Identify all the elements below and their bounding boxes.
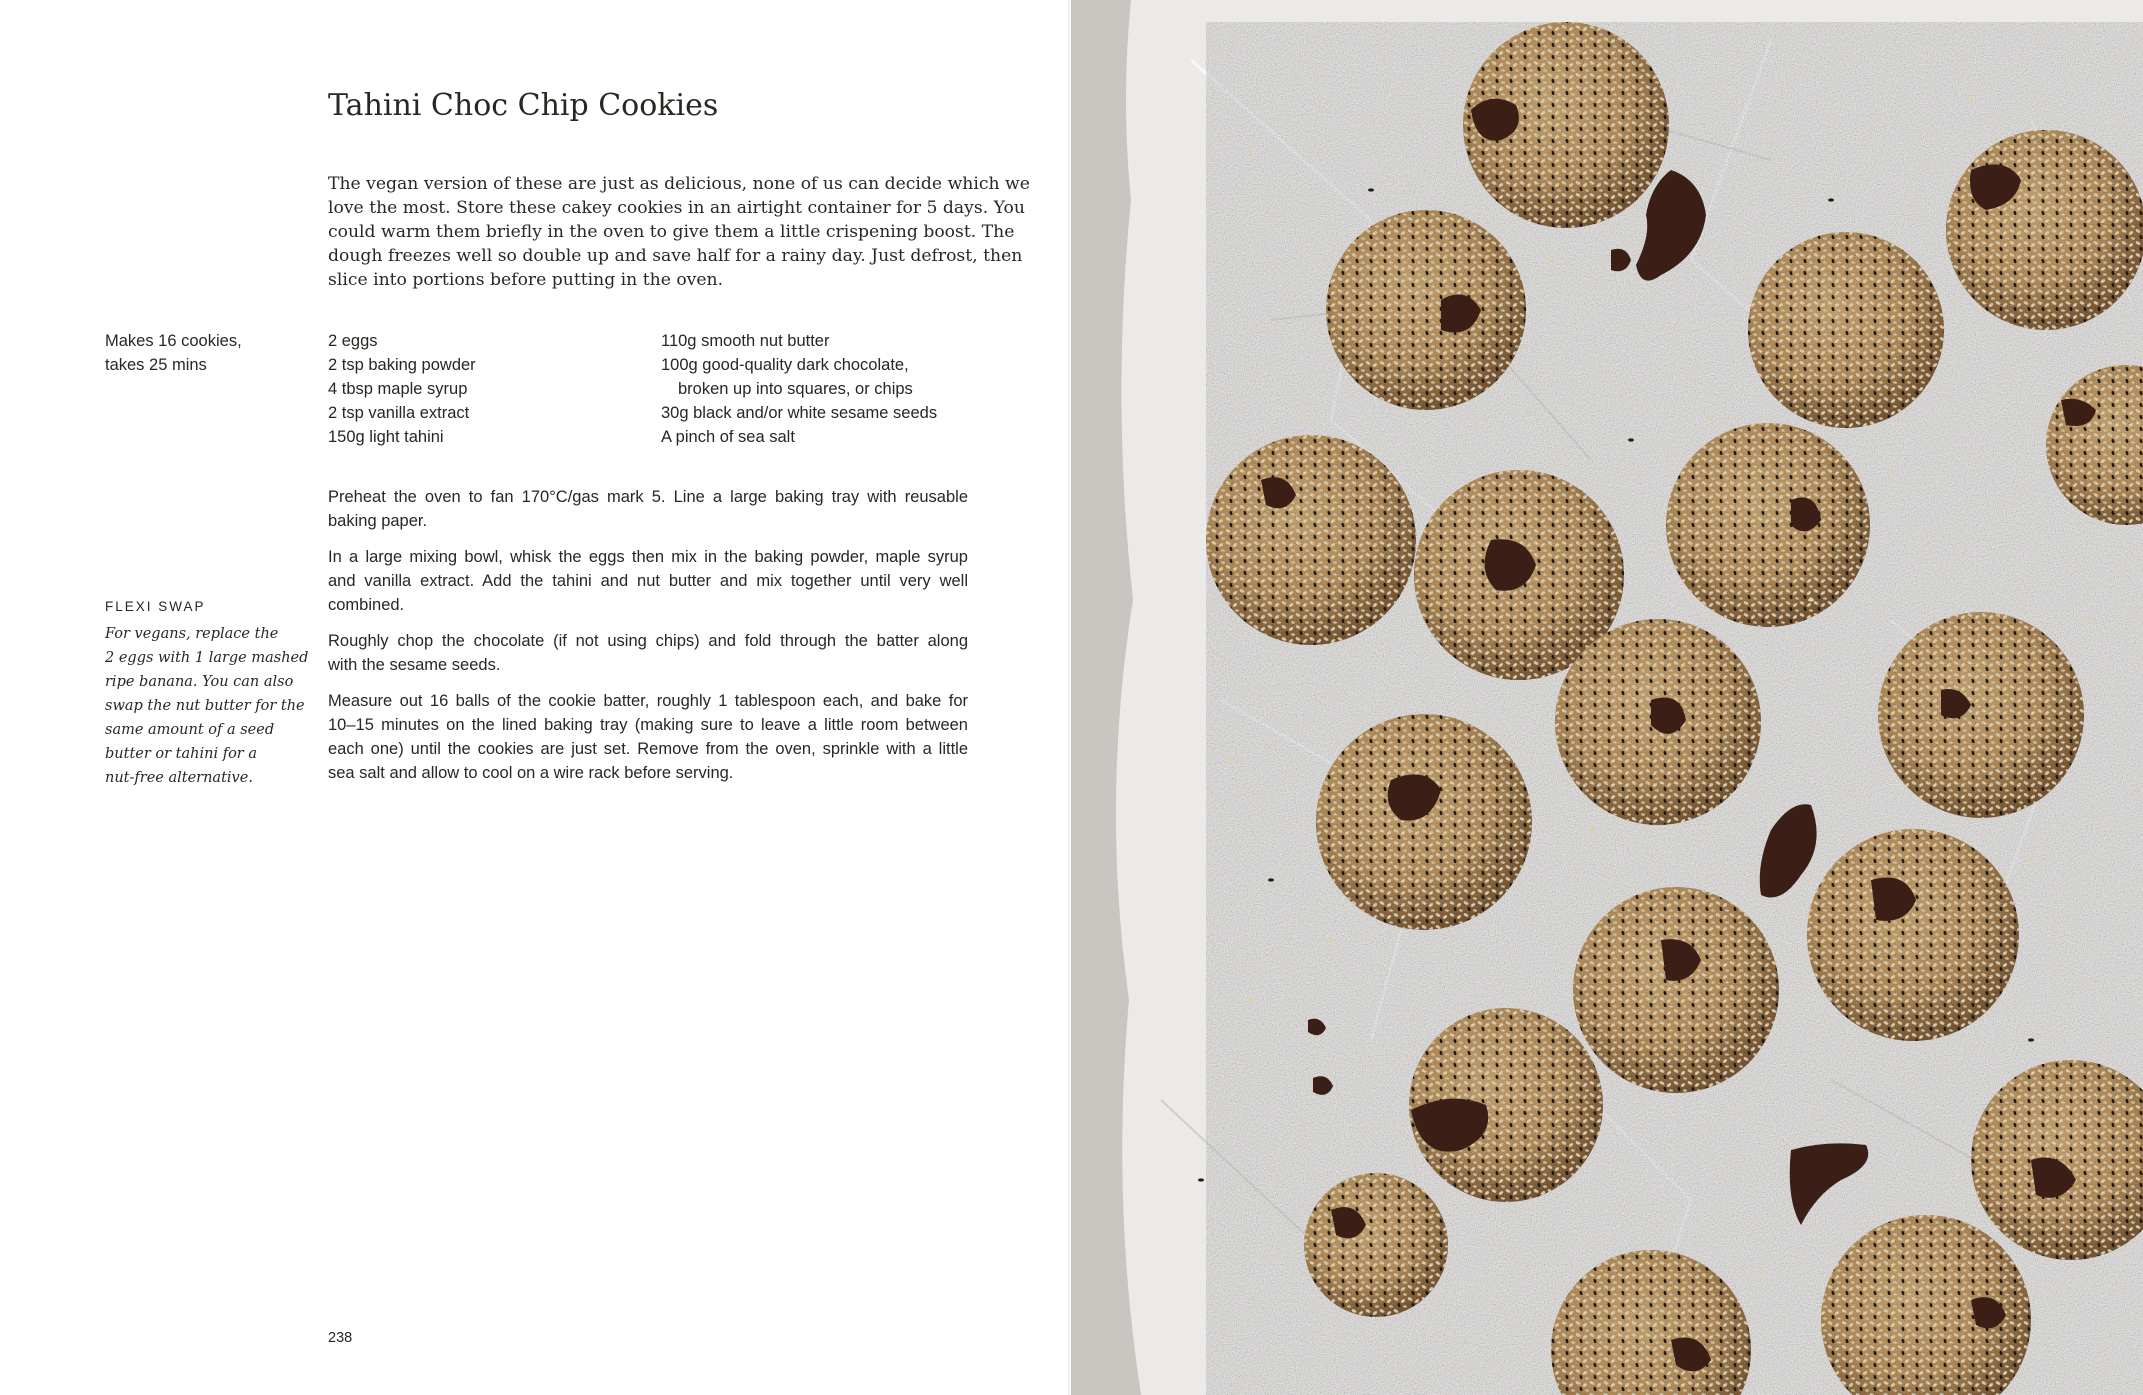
intro-line: love the most. Store these cakey cookies in an airtight container for 5 days. You [328,198,1025,218]
flexi-swap-line: butter or tahini for a [105,746,257,762]
cookie [1206,435,1416,645]
cookie [1304,1173,1448,1317]
ingredient-item: 110g smooth nut butter [661,332,830,350]
ingredient-item: 2 tsp vanilla extract [328,404,470,422]
intro-line: could warm them briefly in the oven to give them a little crispening boost. The [328,222,1015,242]
method-steps [328,485,968,797]
method-line: combined. [328,596,405,614]
ingredient-item: 100g good-quality dark chocolate, [661,356,909,374]
flexi-swap-line: ripe banana. You can also [105,674,294,690]
method-line: Roughly chop the chocolate (if not using chips) and fold through the batter along [328,632,968,650]
method-step [328,689,968,785]
cookie [1946,130,2143,330]
flexi-swap-note [105,597,309,790]
cookies-photo-illustration [1071,0,2143,1395]
flexi-swap-line: For vegans, replace the [105,626,279,642]
flexi-swap-line: 2 eggs with 1 large mashed [105,650,309,666]
intro-line: slice into portions before putting in the oven. [328,270,724,290]
ingredient-item: 2 tsp baking powder [328,356,476,374]
cookie [1573,887,1779,1093]
flexi-swap-line: swap the nut butter for the [105,698,305,714]
recipe-page [0,0,1070,1395]
recipe-intro [328,172,1030,292]
method-line: each one) until the cookies are just set. Remove from the oven, sprinkle with a little [328,740,968,758]
cookies-photo [1071,0,2143,1395]
flexi-swap-line: same amount of a seed [105,722,275,738]
ingredient-item: 30g black and/or white sesame seeds [661,404,938,422]
method-line: with the sesame seeds. [328,656,501,674]
page-number: 238 [328,1330,353,1346]
flexi-swap-label: FLEXI SWAP [105,599,206,614]
method-line: Measure out 16 balls of the cookie batter, roughly 1 tablespoon each, and bake for [328,692,968,710]
cookie [1666,423,1870,627]
cookie [1326,210,1526,410]
ingredient-item: A pinch of sea salt [661,428,795,446]
intro-line: The vegan version of these are just as delicious, none of us can decide which we [328,174,1030,194]
method-line: sea salt and allow to cool on a wire rack before serving. [328,764,734,782]
flexi-swap-text [105,622,309,790]
yield-line: takes 25 mins [105,356,207,374]
method-step [328,629,968,677]
yield-line: Makes 16 cookies, [105,332,242,350]
cookie [1748,232,1944,428]
method-line: In a large mixing bowl, whisk the eggs then mix in the baking powder, maple syrup [328,548,968,566]
ingredient-item: 150g light tahini [328,428,444,446]
ingredient-item: 2 eggs [328,332,378,350]
ingredients-list-right [661,329,981,449]
cookie [1878,612,2084,818]
recipe-title: Tahini Choc Chip Cookies [328,88,719,123]
method-line: Preheat the oven to fan 170°C/gas mark 5. Line a large baking tray with reusable [328,488,968,506]
ingredient-item-continuation: broken up into squares, or chips [678,380,913,398]
intro-line: dough freezes well so double up and save half for a rainy day. Just defrost, then [328,246,1023,266]
ingredients-list-left [328,329,638,449]
flexi-swap-line: nut-free alternative. [105,770,253,786]
cookie [1807,829,2019,1041]
method-line: and vanilla extract. Add the tahini and nut butter and mix together until very well [328,572,968,590]
method-step [328,545,968,617]
method-step [328,485,968,533]
method-line: 10–15 minutes on the lined baking tray (making sure to leave a little room between [328,716,968,734]
ingredient-item: 4 tbsp maple syrup [328,380,468,398]
method-line: baking paper. [328,512,428,530]
cookie [1316,714,1532,930]
recipe-yield [105,329,305,377]
